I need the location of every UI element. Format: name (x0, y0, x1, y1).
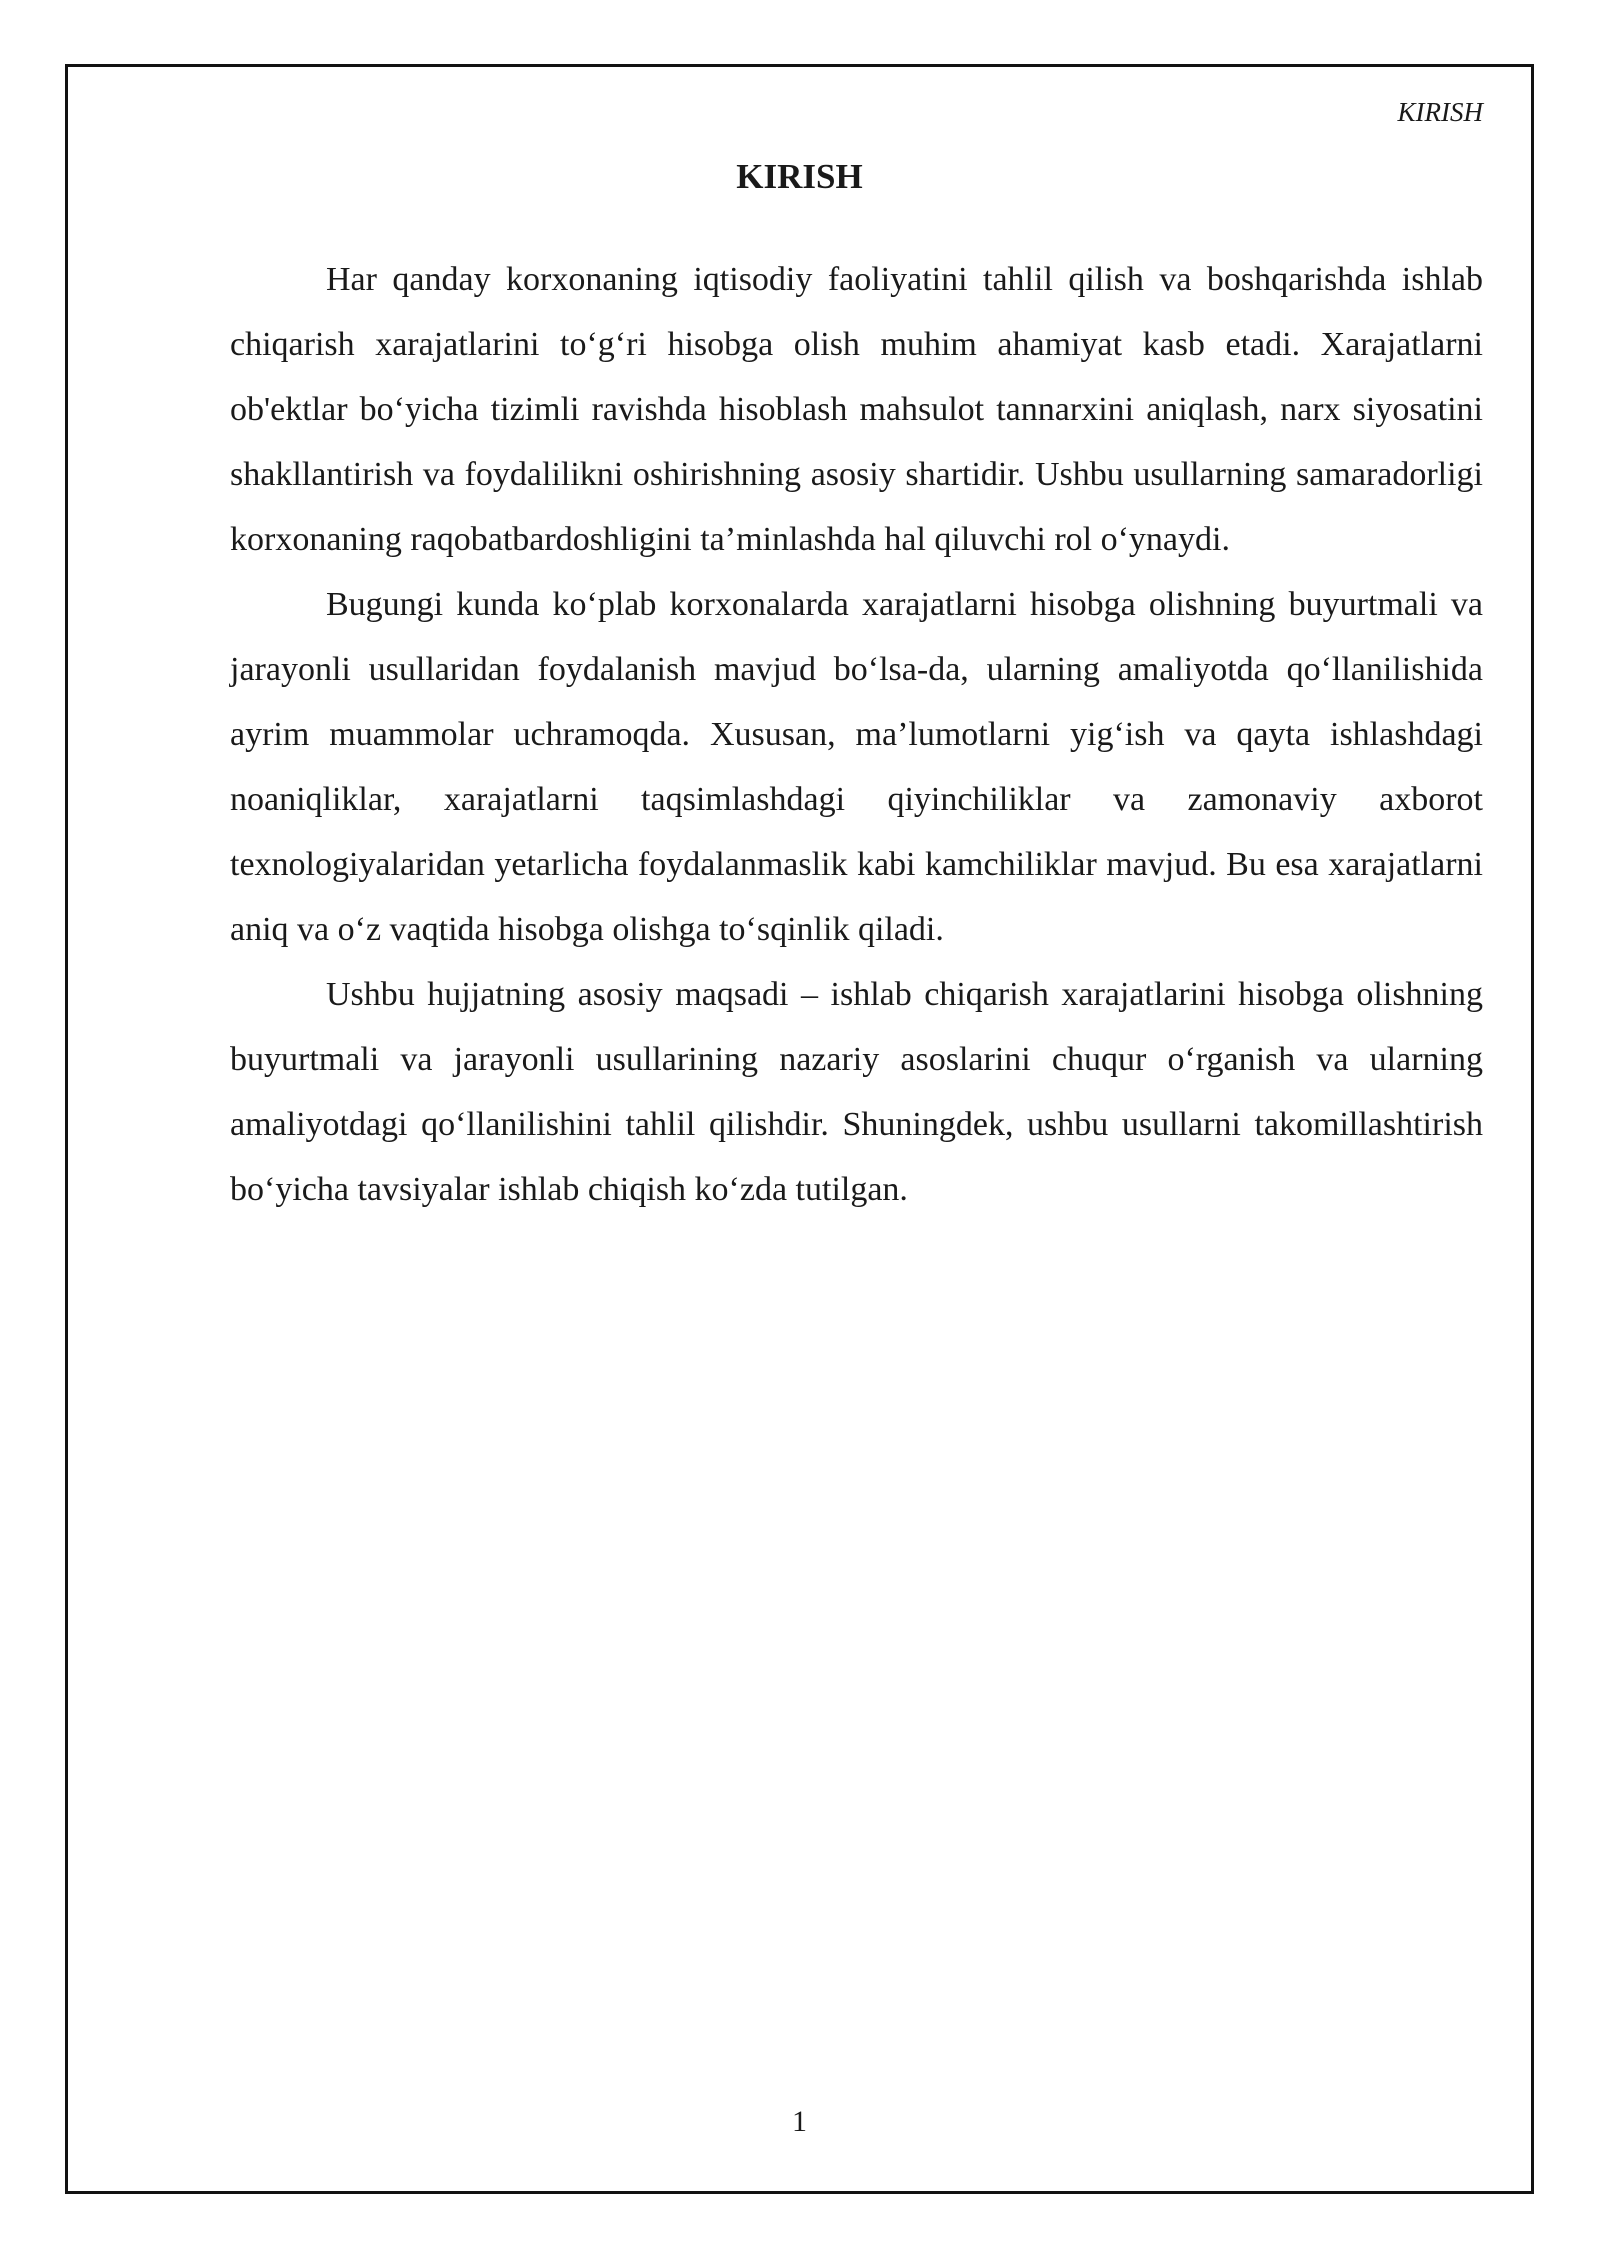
page-frame (65, 64, 1534, 2194)
running-header: KIRISH (1397, 97, 1483, 127)
body-text (230, 247, 1483, 1222)
paragraph-1: Har qanday korxonaning iqtisodiy faoliyatini tahlil qilish va boshqarishda ishlab chiqarish xarajatlarini to‘g‘ri hisobga olish muhim ahamiyat kasb etadi. Xarajatlarni ob'ektlar bo‘yicha tizimli ravishda hisoblash mahsulot tannarxini aniqlash, narx siyosatini shakllantirish va foydalilikni oshirishning asosiy shartidir. Ushbu usullarning samaradorligi korxonaning raqobatbardoshligini ta’minlashda hal qiluvchi rol o‘ynaydi. (230, 261, 1483, 558)
paragraph-3: Ushbu hujjatning asosiy maqsadi – ishlab chiqarish xarajatlarini hisobga olishning buyurtmali va jarayonli usullarining nazariy asoslarini chuqur o‘rganish va ularning amaliyotdagi qo‘llanilishini tahlil qilishdir. Shuningdek, ushbu usullarni takomillashtirish bo‘yicha tavsiyalar ishlab chiqish ko‘zda tutilgan. (230, 976, 1483, 1208)
page-title: KIRISH (736, 157, 863, 196)
paragraph-2: Bugungi kunda ko‘plab korxonalarda xarajatlarni hisobga olishning buyurtmali va jarayonli usullaridan foydalanish mavjud bo‘lsa-da, ularning amaliyotda qo‘llanilishida ayrim muammolar uchramoqda. Xususan, ma’lumotlarni yig‘ish va qayta ishlashdagi noaniqliklar, xarajatlarni taqsimlashdagi qiyinchiliklar va zamonaviy axborot texnologiyalaridan yetarlicha foydalanmaslik kabi kamchiliklar mavjud. Bu esa xarajatlarni aniq va o‘z vaqtida hisobga olishga to‘sqinlik qiladi. (230, 586, 1483, 948)
page-number: 1 (792, 2105, 807, 2138)
